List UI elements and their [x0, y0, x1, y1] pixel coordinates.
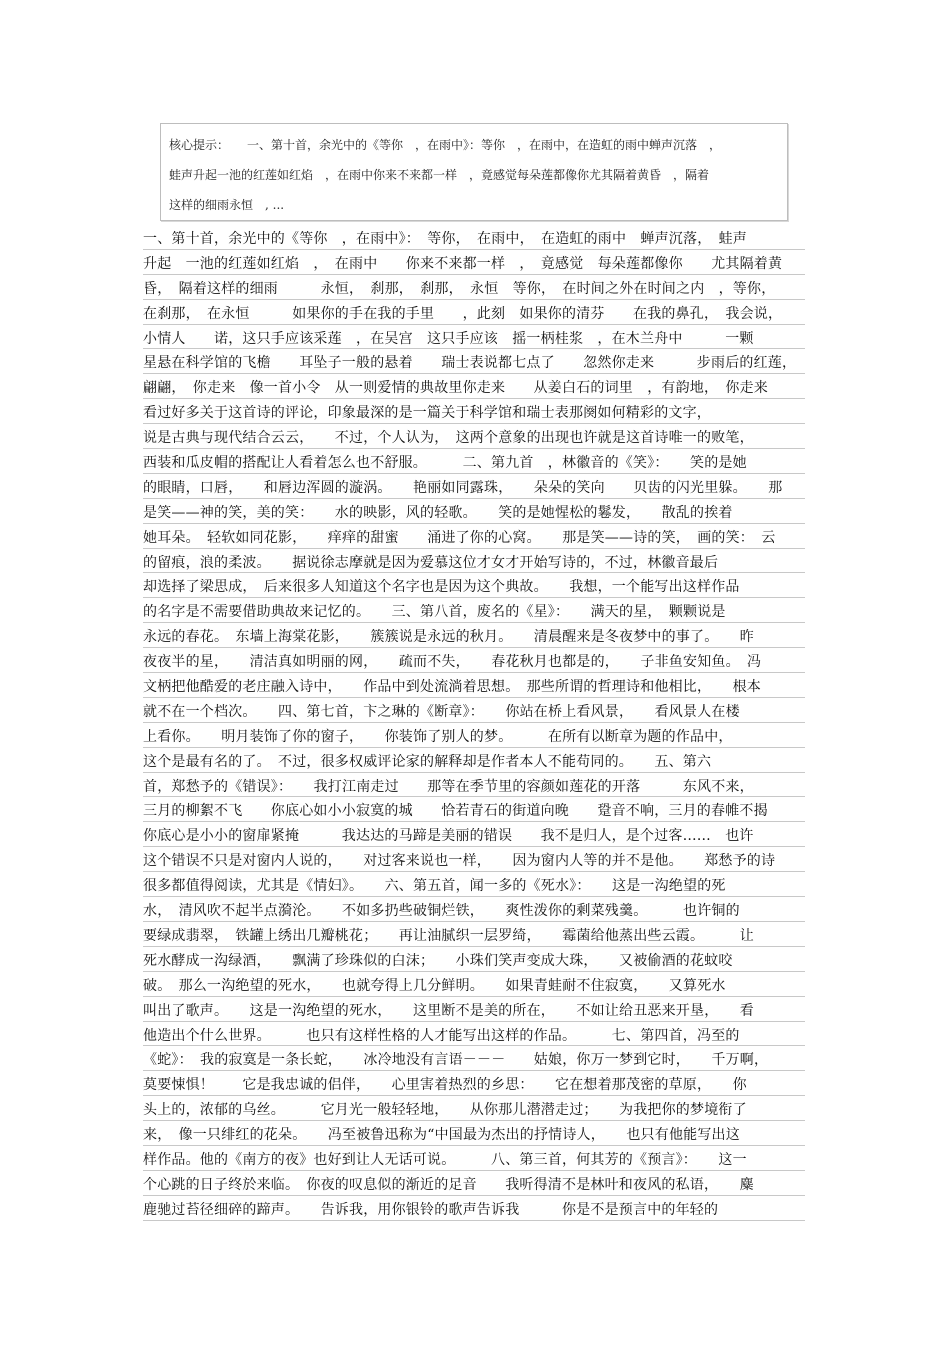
text-line-content: 个心跳的日子终於来临。 你夜的叹息似的渐近的足音 我听得清不是林叶和夜风的私语， 麋: [143, 1176, 754, 1193]
text-line: [143, 625, 813, 650]
text-line: [143, 277, 813, 302]
text-line: [143, 1198, 813, 1223]
text-line: [143, 351, 813, 376]
text-line: [143, 327, 813, 352]
text-line: [143, 974, 813, 999]
text-line-content: 上看你。 明月装饰了你的窗子， 你装饰了别人的梦。 在所有以断章为题的作品中，: [143, 728, 733, 745]
text-line-content: 死水酵成一沟绿酒， 飘满了珍珠似的白沫； 小珠们笑声变成大珠， 又被偷酒的花蚊咬: [143, 952, 733, 969]
text-line-content: 她耳朵。 轻软如同花影， 痒痒的甜蜜 涌进了你的心窝。 那是笑——诗的笑， 画的笑： 云: [143, 529, 776, 546]
text-line: [143, 949, 813, 974]
text-line: [143, 999, 813, 1024]
text-line-content: 鹿驰过苔径细碎的蹄声。 告诉我，用你银铃的歌声告诉我 你是不是预言中的年轻的: [143, 1201, 719, 1218]
text-line-content: 头上的，浓郁的乌丝。 它月光一般轻轻地， 从你那儿潜潜走过； 为我把你的梦境衔了: [143, 1102, 747, 1119]
text-line-content: 在刹那， 在永恒 如果你的手在我的手里 ，此刻 如果你的清芬 在我的鼻孔， 我会说，: [143, 305, 783, 322]
text-line-content: 是笑——神的笑，美的笑： 水的映影，风的轻歌。 笑的是她惺松的鬈发， 散乱的挨着: [143, 504, 733, 521]
text-line-content: 他造出个什么世界。 也只有这样性格的人才能写出这样的作品。 七、第四首，冯至的: [143, 1027, 740, 1044]
text-line: [143, 501, 813, 526]
text-line: [143, 700, 813, 725]
text-line-content: 就不在一个档次。 四、第七首，卞之琳的《断章》： 你站在桥上看风景， 看风景人在楼: [143, 703, 740, 720]
text-line-content: 首，郑愁予的《错误》： 我打江南走过 那等在季节里的容颜如莲花的开落 东风不来，: [143, 778, 754, 795]
text-line: [143, 849, 813, 874]
text-line: [143, 924, 813, 949]
text-line: [143, 426, 813, 451]
text-line-content: 昏， 隔着这样的细雨 永恒， 刹那， 刹那， 永恒 等你， 在时间之外在时间之内 ，等你，: [143, 280, 776, 297]
text-line-content: 你底心是小小的窗扉紧掩 我达达的马蹄是美丽的错误 我不是归人，是个过客…… 也许: [143, 828, 754, 845]
text-line-content: 星悬在科学馆的飞檐 耳坠子一般的悬着 瑞士表说都七点了 忽然你走来 步雨后的红莲，: [143, 355, 797, 372]
text-line-content: 这个是最有名的了。 不过，很多权威评论家的解释却是作者本人不能苟同的。 五、第六: [143, 753, 712, 770]
text-line-content: 却选择了梁思成， 后来很多人知道这个名字也是因为这个典故。 我想，一个能写出这样作品: [143, 579, 740, 596]
text-line: [143, 1073, 813, 1098]
text-line: [143, 451, 813, 476]
text-line: [143, 1173, 813, 1198]
text-line-content: 夜夜半的星， 清洁真如明丽的网， 疏而不失， 春花秋月也都是的， 子非鱼安知鱼。 冯: [143, 654, 762, 671]
text-line: [143, 227, 813, 252]
text-line-content: 升起 一池的红莲如红焰 ， 在雨中 你来不来都一样 ， 竟感觉 每朵莲都像你 尤其隔着黄: [143, 255, 783, 272]
text-line-content: 小情人 诺，这只手应该采莲 ，在吴宫 这只手应该 摇一柄桂浆 ，在木兰舟中 一颗: [143, 330, 754, 347]
text-line: [143, 775, 813, 800]
article-body: [143, 227, 813, 1223]
text-line-content: 文柄把他酷爱的老庄融入诗中， 作品中到处流淌着思想。 那些所谓的哲理诗和他相比， 根本: [143, 679, 761, 696]
text-line: [143, 401, 813, 426]
summary-box: [160, 123, 788, 221]
text-line-content: 看过好多关于这首诗的评论，印象最深的是一篇关于科学馆和瑞士表那阕如何精彩的文字，: [143, 405, 711, 422]
text-line-content: 的眼睛，口唇， 和唇边浑圆的漩涡。 艳丽如同露珠， 朵朵的笑向 贝齿的闪光里躲。 那: [143, 479, 783, 496]
text-line-content: 样作品。他的《南方的夜》也好到让人无话可说。 八、第三首，何其芳的《预言》： 这一: [143, 1151, 747, 1168]
text-line: [143, 1024, 813, 1049]
text-line-content: 水， 清风吹不起半点漪沦。 不如多扔些破铜烂铁， 爽性泼你的剩菜残羹。 也许铜的: [143, 903, 740, 920]
text-line: [143, 650, 813, 675]
summary-line: 核心提示： 一、第十首，余光中的《等你 ，在雨中》：等你 ，在雨中，在造虹的雨中蝉声沉落 ，: [169, 138, 722, 152]
text-line-content: 叫出了歌声。 这是一沟绝望的死水， 这里断不是美的所在， 不如让给丑恶来开垦， 看: [143, 1002, 754, 1019]
text-line: [143, 575, 813, 600]
text-line: [143, 750, 813, 775]
text-line: [143, 899, 813, 924]
text-line-content: 破。 那么一沟绝望的死水， 也就夸得上几分鲜明。 如果青蛙耐不住寂寞， 又算死水: [143, 977, 726, 994]
text-line-content: 三月的柳絮不飞 你底心如小小寂寞的城 恰若青石的街道向晚 跫音不响，三月的春帷不揭: [143, 803, 768, 820]
text-line: [143, 551, 813, 576]
text-line-content: 的名字是不需要借助典故来记忆的。 三、第八首，废名的《星》： 满天的星， 颗颗说是: [143, 604, 726, 621]
text-line-content: 要绿成翡翠， 铁罐上绣出几瓣桃花； 再让油腻织一层罗绮， 霉菌给他蒸出些云霞。 让: [143, 927, 754, 944]
text-line-content: 西装和瓜皮帽的搭配让人看着怎么也不舒服。 二、第九首 ，林徽音的《笑》： 笑的是她: [143, 455, 747, 472]
text-line-content: 来， 像一只绯红的花朵。 冯至被鲁迅称为“中国最为杰出的抒情诗人， 也只有他能写出这: [143, 1127, 740, 1144]
text-line: [143, 376, 813, 401]
text-line-content: 翩翩， 你走来 像一首小令 从一则爱情的典故里你走来 从姜白石的词里 ，有韵地， 你走来: [143, 380, 768, 397]
text-line: [143, 799, 813, 824]
text-line-content: 说是古典与现代结合云云， 不过，个人认为， 这两个意象的出现也许就是这首诗唯一的败笔，: [143, 430, 754, 447]
text-line: [143, 476, 813, 501]
text-line: [143, 302, 813, 327]
text-line: [143, 675, 813, 700]
text-line: [143, 1098, 813, 1123]
text-line-content: 的留痕，浪的柔波。 据说徐志摩就是因为爱慕这位才女才开始写诗的，不过，林徽音最后: [143, 554, 719, 571]
text-line: [143, 874, 813, 899]
text-line-content: 永远的春花。 东墙上海棠花影， 簇簇说是永远的秋月。 清晨醒来是冬夜梦中的事了。 昨: [143, 629, 754, 646]
text-line-content: 一、第十首，余光中的《等你 ，在雨中》： 等你， 在雨中， 在造虹的雨中 蝉声沉落， 蛙声: [143, 231, 747, 247]
text-line-content: 很多都值得阅读，尤其是《情妇》。 六、第五首，闻一多的《死水》： 这是一沟绝望的死: [143, 878, 726, 895]
text-line: [143, 252, 813, 277]
text-line-content: 《蛇》： 我的寂寞是一条长蛇， 冰冷地没有言语－－－ 姑娘，你万一梦到它时， 千万啊，: [143, 1052, 769, 1069]
text-line-content: 莫要悚惧！ 它是我忠诚的侣伴， 心里害着热烈的乡思： 它在想着那茂密的草原， 你: [143, 1077, 747, 1094]
text-line: [143, 1123, 813, 1148]
text-line: [143, 725, 813, 750]
text-line: [143, 600, 813, 625]
text-line-content: 这个错误不只是对窗内人说的， 对过客来说也一样， 因为窗内人等的并不是他。 郑愁予的诗: [143, 853, 776, 870]
summary-line: 这样的细雨永恒 , ...: [169, 198, 285, 212]
text-line: [143, 1048, 813, 1073]
summary-line: 蛙声升起一池的红莲如红焰 ，在雨中你来不来都一样 ，竟感觉每朵莲都像你尤其隔着黄昏 ，隔着: [169, 168, 710, 182]
text-line: [143, 824, 813, 849]
text-line: [143, 1148, 813, 1173]
text-line: [143, 526, 813, 551]
